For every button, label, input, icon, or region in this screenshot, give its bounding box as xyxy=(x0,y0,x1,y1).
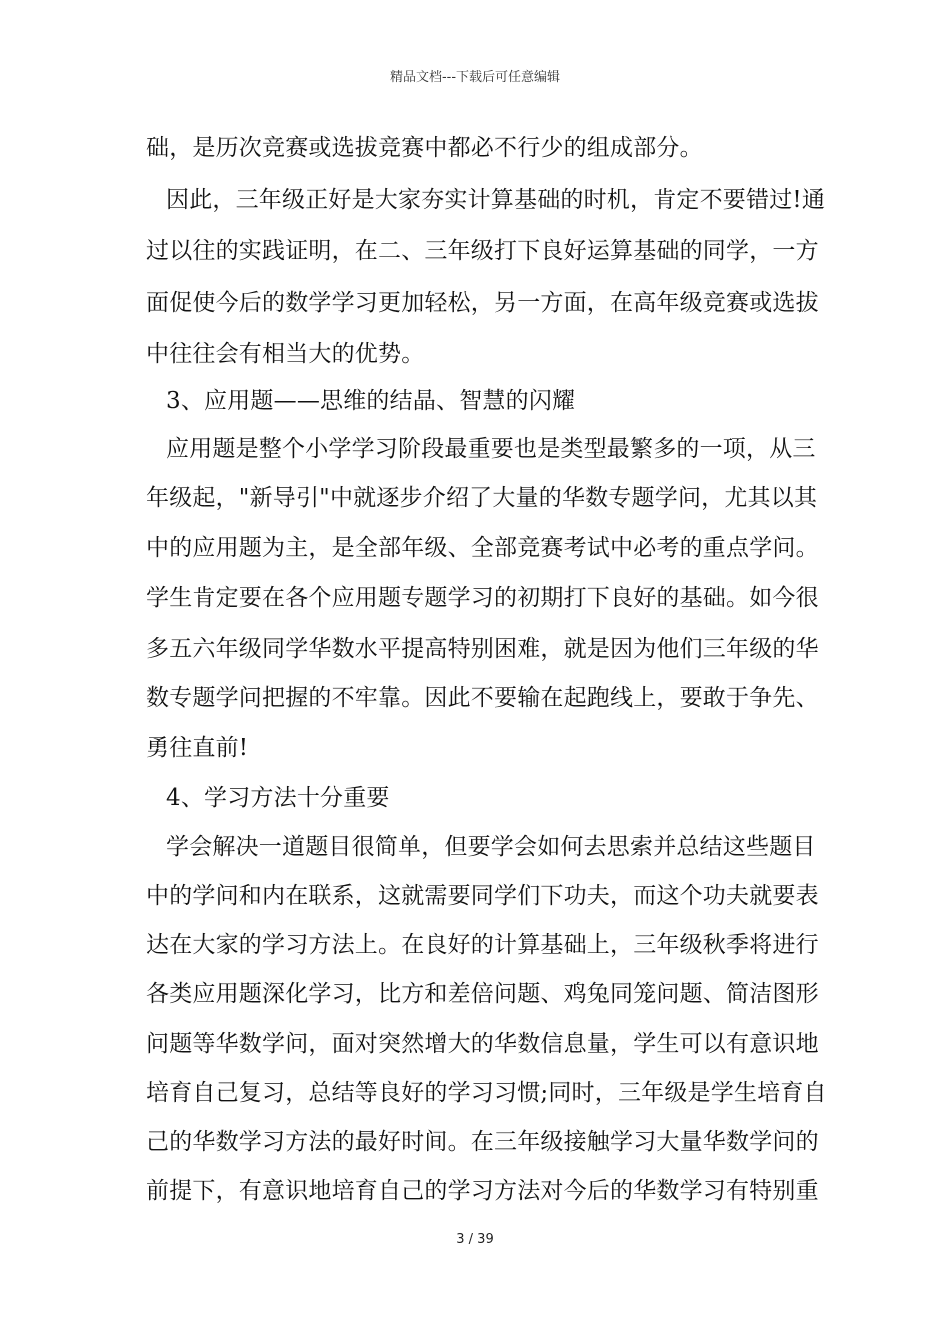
page-header: 精品文档---下载后可任意编辑 xyxy=(389,70,561,85)
paragraph-start-line: 应用题是整个小学学习阶段最重要也是类型最繁多的一项，从三 xyxy=(166,436,816,462)
body-line: 培育自己复习，总结等良好的学习习惯;同时，三年级是学生培育自 xyxy=(146,1080,827,1106)
body-line: 过以往的实践证明，在二、三年级打下良好运算基础的同学，一方 xyxy=(146,238,819,264)
body-line: 中的学问和内在联系，这就需要同学们下功夫，而这个功夫就要表 xyxy=(146,883,819,909)
body-line: 中的应用题为主，是全部年级、全部竞赛考试中必考的重点学问。 xyxy=(146,535,819,561)
body-line: 己的华数学习方法的最好时间。在三年级接触学习大量华数学问的 xyxy=(146,1129,819,1155)
body-line: 多五六年级同学华数水平提高特别困难，就是因为他们三年级的华 xyxy=(146,636,819,662)
paragraph-start-line: 因此，三年级正好是大家夯实计算基础的时机，肯定不要错过!通 xyxy=(166,187,826,213)
body-line: 年级起，"新导引"中就逐步介绍了大量的华数专题学问，尤其以其 xyxy=(146,485,818,511)
body-line: 中往往会有相当大的优势。 xyxy=(146,341,425,367)
section-heading: 3、应用题——思维的结晶、智慧的闪耀 xyxy=(166,388,576,414)
body-line: 学生肯定要在各个应用题专题学习的初期打下良好的基础。如今很 xyxy=(146,585,819,611)
page-number: 3 / 39 xyxy=(456,1232,494,1247)
body-line: 问题等华数学问，面对突然增大的华数信息量，学生可以有意识地 xyxy=(146,1031,819,1057)
section-heading: 4、学习方法十分重要 xyxy=(166,785,390,811)
paragraph-start-line: 学会解决一道题目很简单，但要学会如何去思索并总结这些题目 xyxy=(166,834,816,860)
body-line: 础，是历次竞赛或选拔竞赛中都必不行少的组成部分。 xyxy=(146,135,703,161)
body-line: 前提下，有意识地培育自己的学习方法对今后的华数学习有特别重 xyxy=(146,1178,819,1204)
body-line: 各类应用题深化学习，比方和差倍问题、鸡兔同笼问题、简洁图形 xyxy=(146,981,819,1007)
body-line: 数专题学问把握的不牢靠。因此不要输在起跑线上，要敢于争先、 xyxy=(146,685,819,711)
body-line: 勇往直前! xyxy=(146,735,249,761)
body-line: 面促使今后的数学学习更加轻松，另一方面，在高年级竞赛或选拔 xyxy=(146,290,819,316)
body-line: 达在大家的学习方法上。在良好的计算基础上，三年级秋季将进行 xyxy=(146,932,819,958)
